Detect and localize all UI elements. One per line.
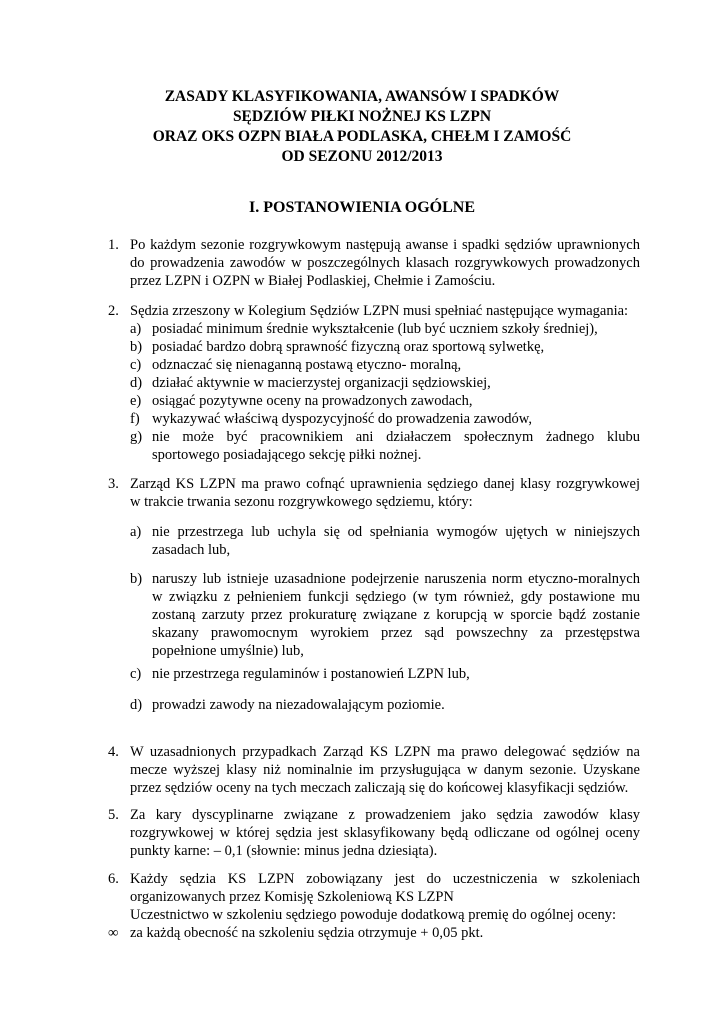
list-item-marker: d) xyxy=(130,375,143,391)
title-line-4: OD SEZONU 2012/2013 xyxy=(281,148,443,165)
paragraph-3-line: Zarząd KS LZPN ma prawo cofnąć uprawnienia sędziego danej klasy rozgrywkowej xyxy=(130,476,640,492)
list-item: nie przestrzega regulaminów i postanowień LZPN lub, xyxy=(152,666,470,682)
list-item-marker: d) xyxy=(130,697,143,713)
paragraph-6 xyxy=(130,870,640,924)
paragraph-1-line: do prowadzenia zawodów w poszczególnych klasach rozgrywkowych prowadzonych xyxy=(130,255,640,271)
list-item: osiągać pozytywne oceny na prowadzonych zawodach, xyxy=(152,393,473,409)
list-item-line: zasadach lub, xyxy=(152,542,231,558)
paragraph-4-line: W uzasadnionych przypadkach Zarząd KS LZPN ma prawo delegować sędziów na xyxy=(130,744,640,760)
list-item xyxy=(152,570,640,660)
list-item-line: zostaną zarzuty przez prokuraturę związane z korupcją w sporcie bądź zostanie xyxy=(152,607,640,623)
paragraph-3-line: w trakcie trwania sezonu rozgrywkowego sędziemu, który: xyxy=(130,494,473,510)
list-item-line: skazany prawomocnym wyrokiem przez sąd powszechny za przestępstwa xyxy=(152,625,640,641)
list-item-marker: g) xyxy=(130,429,143,445)
list-item-line: popełnione umyślnie) lub, xyxy=(152,643,304,659)
paragraph-4 xyxy=(130,743,640,797)
document-title xyxy=(0,87,724,167)
paragraph-5-number: 5. xyxy=(108,807,119,823)
paragraph-5-line: rozgrywkowej w której sędzia jest sklasyfikowany będą odliczane od ogólnej oceny xyxy=(130,825,640,841)
paragraph-5-line: Za kary dyscyplinarne związane z prowadzeniem jako sędzia zawodów klasy xyxy=(130,807,640,823)
paragraph-1-line: przez LZPN i OZPN w Białej Podlaskiej, Chełmie i Zamościu. xyxy=(130,273,496,289)
title-line-3: ORAZ OKS OZPN BIAŁA PODLASKA, CHEŁM I ZAMOŚĆ xyxy=(152,128,572,145)
list-item-marker: b) xyxy=(130,571,143,587)
paragraph-3-number: 3. xyxy=(108,476,119,492)
list-item-marker: c) xyxy=(130,666,142,682)
list-item xyxy=(152,523,640,559)
paragraph-5-line: punkty karne: – 0,1 (słownie: minus jedna dziesiąta). xyxy=(130,843,438,859)
list-item: wykazywać właściwą dyspozycyjność do prowadzenia zawodów, xyxy=(152,411,532,427)
list-item-marker: c) xyxy=(130,357,142,373)
list-item-line: naruszy lub istnieje uzasadnione podejrzenie naruszenia norm etyczno-moralnych xyxy=(152,571,640,587)
list-item-line: nie może być pracownikiem ani działaczem społecznym żadnego klubu xyxy=(152,429,640,445)
paragraph-1 xyxy=(130,236,640,290)
paragraph-4-line: mecze wyższej klasy niż nominalnie im przysługująca w danym sezonie. Uzyskane xyxy=(130,762,640,778)
paragraph-4-number: 4. xyxy=(108,744,119,760)
list-item-line: sportowego posiadającego sekcję piłki nożnej. xyxy=(152,447,422,463)
list-item: posiadać bardzo dobrą sprawność fizyczną oraz sportową sylwetkę, xyxy=(152,339,545,355)
paragraph-6-line: organizowanych przez Komisję Szkoleniową KS LZPN xyxy=(130,889,454,905)
title-line-2: SĘDZIÓW PIŁKI NOŻNEJ KS LZPN xyxy=(232,108,492,125)
list-item: działać aktywnie w macierzystej organizacji sędziowskiej, xyxy=(152,375,491,391)
list-item xyxy=(152,428,640,464)
list-item: odznaczać się nienaganną postawą etyczno- moralną, xyxy=(152,357,462,373)
title-line-1: ZASADY KLASYFIKOWANIA, AWANSÓW I SPADKÓW xyxy=(164,88,560,105)
list-item-marker: f) xyxy=(130,411,140,427)
list-item-marker: e) xyxy=(130,393,142,409)
paragraph-1-number: 1. xyxy=(108,237,119,253)
list-item: posiadać minimum średnie wykształcenie (lub być uczniem szkoły średniej), xyxy=(152,321,598,337)
list-item-marker: a) xyxy=(130,524,142,540)
paragraph-4-line: przez sędziów oceny na tych meczach zaliczają się do końcowej klasyfikacji sędziów. xyxy=(130,780,629,796)
paragraph-6-number: 6. xyxy=(108,871,119,887)
paragraph-2-number: 2. xyxy=(108,303,119,319)
bullet-item: za każdą obecność na szkoleniu sędzia otrzymuje + 0,05 pkt. xyxy=(130,925,484,941)
list-item-marker: a) xyxy=(130,321,142,337)
paragraph-6-line: Każdy sędzia KS LZPN zobowiązany jest do uczestniczenia w szkoleniach xyxy=(130,871,640,887)
paragraph-6-line: Uczestnictwo w szkoleniu sędziego powoduje dodatkową premię do ogólnej oceny: xyxy=(130,907,617,923)
paragraph-2-intro: Sędzia zrzeszony w Kolegium Sędziów LZPN musi spełniać następujące wymagania: xyxy=(130,303,629,319)
paragraph-1-line: Po każdym sezonie rozgrywkowym następują awanse i spadki sędziów uprawnionych xyxy=(130,237,640,253)
infinity-bullet-icon: ∞ xyxy=(108,925,119,941)
list-item: prowadzi zawody na niezadowalającym poziomie. xyxy=(152,697,445,713)
list-item-line: nie przestrzega lub uchyla się od spełniania wymogów ujętych w niniejszych xyxy=(152,524,640,540)
paragraph-5 xyxy=(130,806,640,860)
section-heading: I. POSTANOWIENIA OGÓLNE xyxy=(249,199,475,216)
list-item-line: w związku z pełnieniem funkcji sędziego (w tym również, gdy postawione mu xyxy=(152,589,640,605)
list-item-marker: b) xyxy=(130,339,143,355)
paragraph-3 xyxy=(130,475,640,511)
